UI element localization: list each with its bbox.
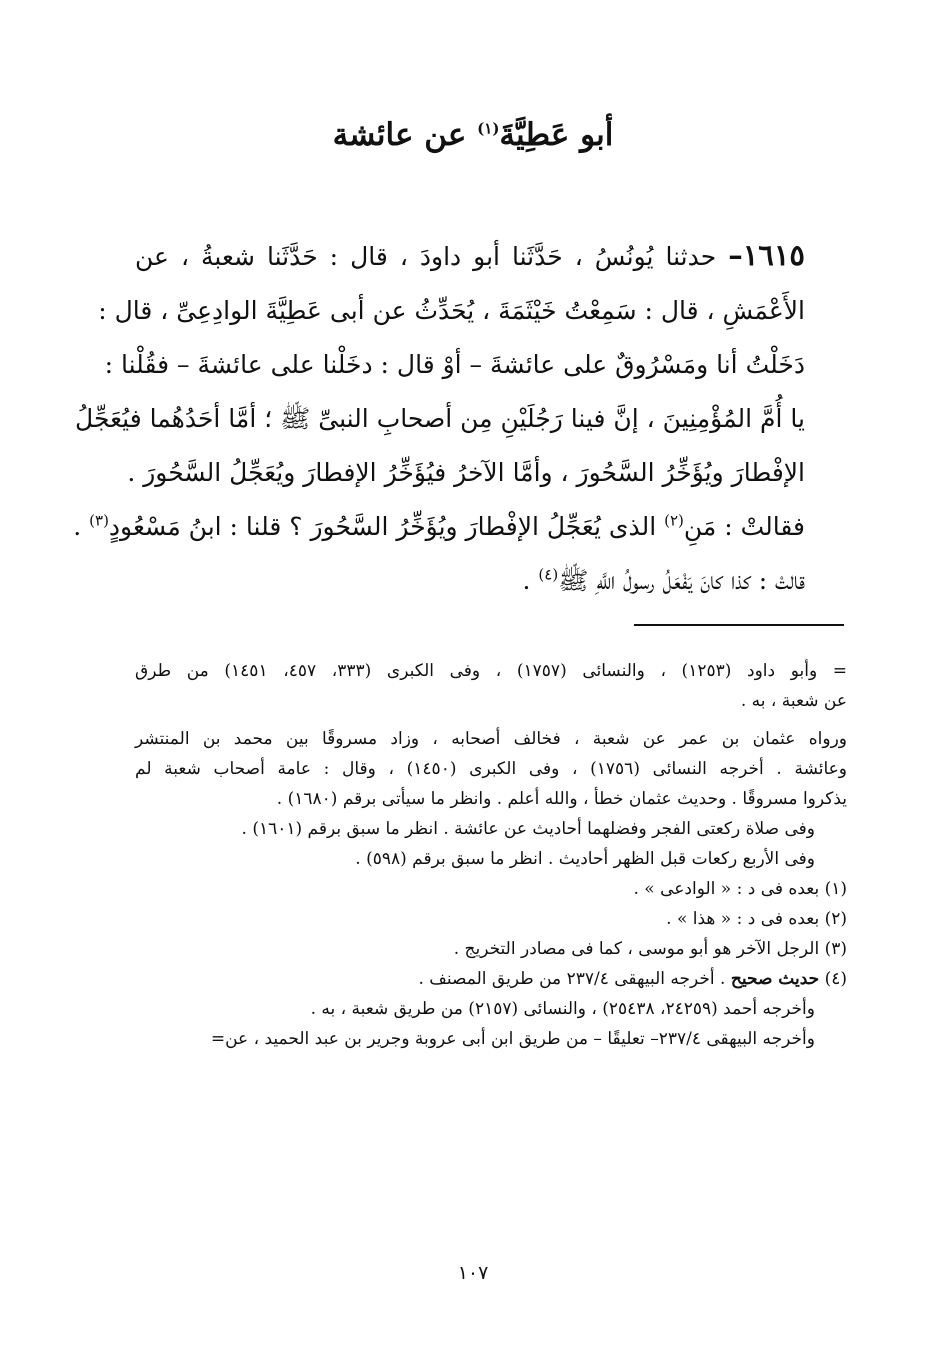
footnote-ref-1: (١) (477, 119, 500, 138)
footnotes (135, 656, 847, 1054)
footnote-fajr: وفى صلاة ركعتى الفجر وفضلهما أحاديث عن عائشة . انظر ما سبق برقم (١٦٠١) . (241, 819, 815, 839)
hadith-line-5: الإفْطارَ ويُؤَخِّرُ السَّحُورَ ، وأمَّا الآخرُ فيُؤَخِّرُ الإفطارَ ويُعَجِّلُ السَّحُورَ . (127, 458, 805, 487)
chapter-title (0, 112, 946, 158)
footnote-1: (١) بعده فى د : « الوادعى » . (633, 879, 847, 899)
hadith-line-4: يا أُمَّ المُؤْمِنِينَ ، إنَّ فينا رَجُلَيْنِ مِن أصحابِ النبىِّ ﷺ ؛ أمَّا أحَدُهُما فيُعَجِّلُ (75, 404, 805, 433)
footnote-4-number: (٤) (824, 969, 847, 989)
footnote-divider (634, 624, 844, 626)
footnote-2: (٢) بعده فى د : « هذا » . (666, 909, 847, 929)
hadith-line-7-end: . (522, 566, 531, 595)
hadith-line-1 (135, 228, 805, 284)
footnote-uthman-line-2: وعائشة . أخرجه النسائى (١٧٥٦) ، وفى الكبرى (١٤٥٠) ، وقال : عامة أصحاب شعبة لم (135, 759, 847, 779)
footnote-arba: وفى الأربع ركعات قبل الظهر أحاديث . انظر ما سبق برقم (٥٩٨) . (355, 849, 815, 869)
footnote-4-continuation-1: وأخرجه أحمد (٢٤٢٥٩، ٢٥٤٣٨) ، والنسائى (٢١٥٧) من طريق شعبة ، به . (310, 999, 815, 1019)
footnote-continuation-line-2: عن شعبة ، به . (740, 691, 847, 711)
footnote-ref-3: (٣) (89, 511, 109, 530)
hadith-line-7-a: قالتْ : كذا كانَ يَفْعَلُ رسولُ اللَّهِ ﷺ (558, 566, 805, 595)
chapter-title-name: أبو عَطِيَّةَ (499, 117, 614, 153)
hadith-line-7 (135, 554, 805, 608)
hadith-line-6-a: فقالتْ : مَنِ (683, 512, 805, 541)
footnote-4-continuation-2: وأخرجه البيهقى ٢٣٧/٤– تعليقًا – من طريق ابن أبى عروبة وجرير بن عبد الحميد ، عن= (210, 1029, 815, 1049)
page-number: ١٠٧ (457, 1262, 489, 1284)
footnote-ref-4: (٤) (538, 565, 559, 584)
footnote-uthman-line-3: يذكروا مسروقًا . وحديث عثمان خطأ ، والله أعلم . وانظر ما سيأتى برقم (١٦٨٠) . (276, 789, 847, 809)
hadith-number: ١٦١٥– (728, 238, 805, 272)
hadith-line-6 (73, 500, 805, 554)
hadith-line-6-b: الذى يُعَجِّلُ الإفْطارَ ويُؤَخِّرُ السَّحُورَ ؟ قلنا : ابنُ مَسْعُودٍ (108, 512, 657, 541)
hadith-line-6-end: . (73, 512, 82, 541)
hadith-text (73, 228, 805, 608)
footnote-uthman-line-1: ورواه عثمان بن عمر عن شعبة ، فخالف أصحابه ، وزاد مسروقًا بين محمد بن المنتشر (135, 729, 847, 749)
footnote-4-grade: حديث صحيح (730, 969, 820, 989)
footnote-ref-2: (٢) (664, 511, 684, 530)
hadith-line-2: الأَعْمَشِ ، قال : سَمِعْتُ خَيْثَمَةَ ، يُحَدِّثُ عن أبى عَطِيَّةَ الوادِعِىِّ ، قال : (98, 296, 805, 325)
footnote-continuation-line-1: = وأبو داود (١٢٥٣) ، والنسائى (١٧٥٧) ، وفى الكبرى (٣٣٣، ٤٥٧، ١٤٥١) من طرق (135, 661, 848, 681)
hadith-line-3: دَخَلْتُ أنا ومَسْرُوقٌ على عائشةَ – أوْ قال : دخَلْنا على عائشةَ – فقُلْنا : (104, 350, 805, 379)
chapter-title-rest: عن عائشة (332, 117, 467, 153)
footnote-4-text: . أخرجه البيهقى ٢٣٧/٤ من طريق المصنف . (418, 969, 726, 989)
footnote-3: (٣) الرجل الآخر هو أبو موسى ، كما فى مصادر التخريج . (453, 939, 847, 959)
hadith-line-1-text: حدثنا يُونُسُ ، حَدَّثَنا أبو داودَ ، قال : حَدَّثَنا شعبةُ ، عن (135, 242, 717, 271)
footnote-4 (135, 964, 847, 994)
